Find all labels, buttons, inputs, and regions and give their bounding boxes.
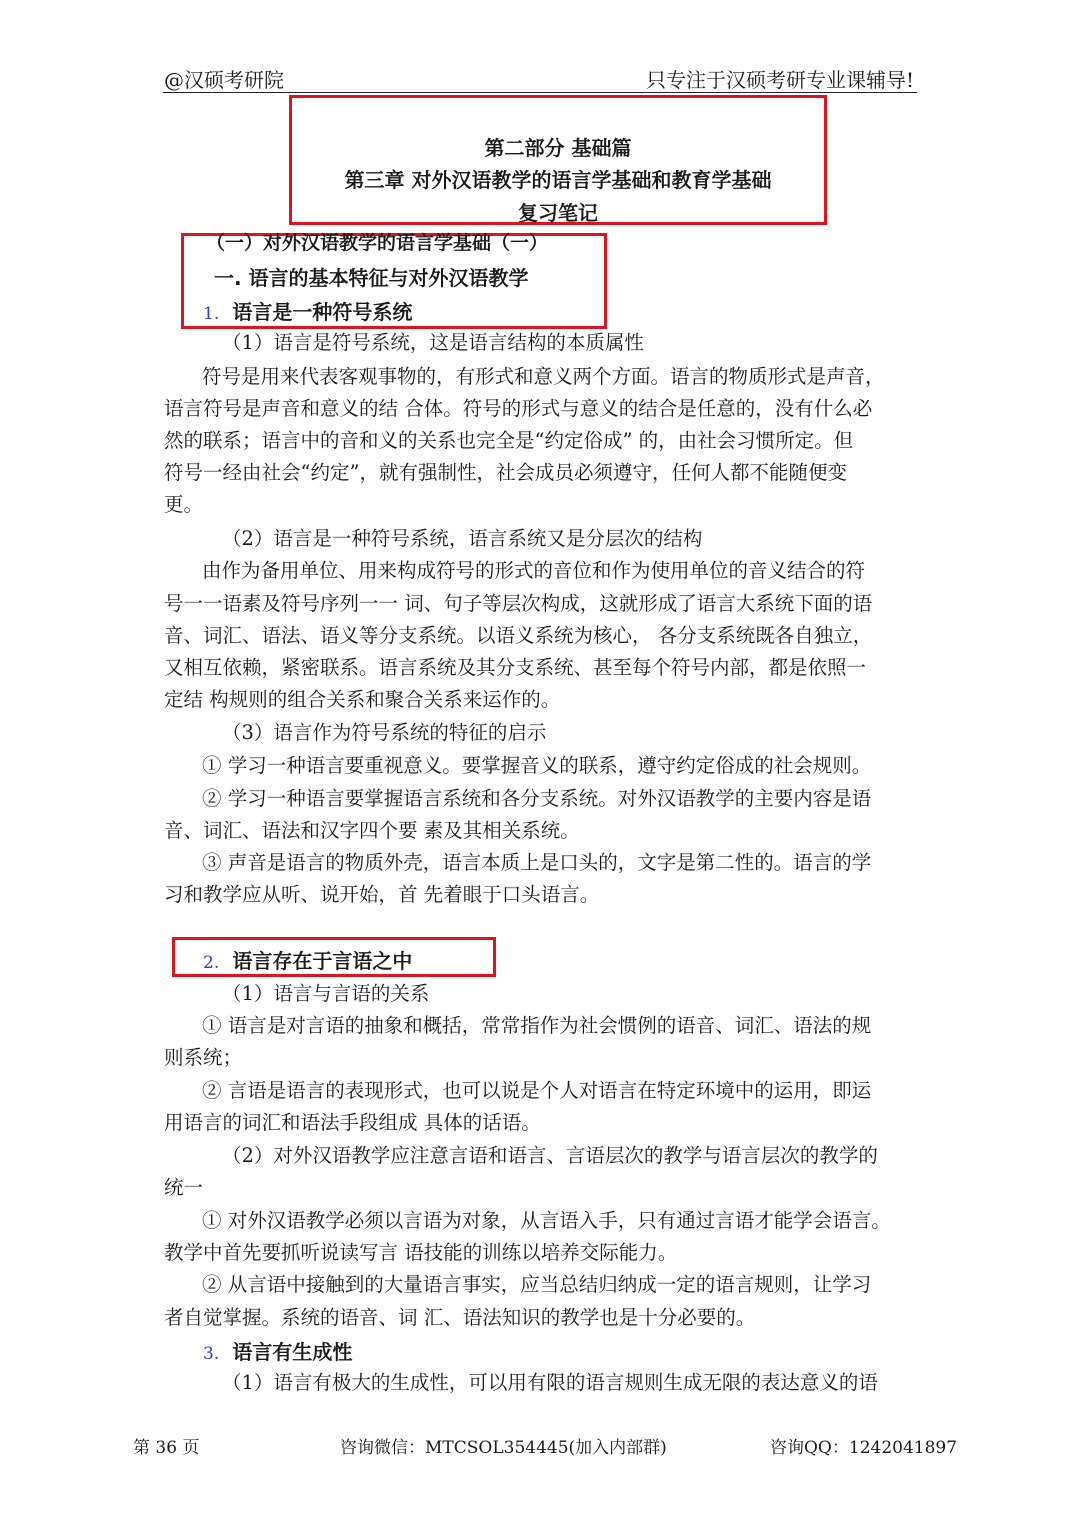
text-line: （3）语言作为符号系统的特征的启示 xyxy=(222,721,547,744)
text-line: （1）语言是符号系统，这是语言结构的本质属性 xyxy=(222,331,644,354)
text-line: 者自觉掌握。系统的语音、词 汇、语法知识的教学也是十分必要的。 xyxy=(164,1306,756,1329)
text-line: 音、词汇、语法、语义等分支系统。以语义系统为核心， 各分支系统既各自独立， xyxy=(164,624,873,647)
text-line: （1）语言与言语的关系 xyxy=(222,982,430,1005)
text-line: 语言符号是声音和意义的结 合体。符号的形式与意义的结合是任意的，没有什么必 xyxy=(164,397,873,420)
header-right: 只专注于汉硕考研专业课辅导! xyxy=(645,68,914,92)
text-line: 音、词汇、语法和汉字四个要 素及其相关系统。 xyxy=(164,819,580,842)
footer-page-number: 第 36 页 xyxy=(133,1438,200,1458)
text-line: 号一一语素及符号序列一一 词、句子等层次构成，这就形成了语言大系统下面的语 xyxy=(164,592,873,615)
header-left: @汉硕考研院 xyxy=(164,68,284,92)
text-line: （2）对外汉语教学应注意言语和语言、言语层次的教学与语言层次的教学的 xyxy=(222,1144,878,1167)
item-1-number: 1. xyxy=(203,304,220,324)
text-line: 定结 构规则的组合关系和聚合关系来运作的。 xyxy=(164,688,561,711)
text-line: ② 言语是语言的表现形式，也可以说是个人对语言在特定环境中的运用，即运 xyxy=(202,1079,872,1102)
text-line: ① 学习一种语言要重视意义。要掌握音义的联系，遵守约定俗成的社会规则。 xyxy=(202,754,872,777)
text-line: 符号是用来代表客观事物的，有形式和意义两个方面。语言的物质形式是声音， xyxy=(202,365,885,388)
text-line: ③ 声音是语言的物质外壳，语言本质上是口头的，文字是第二性的。语言的学 xyxy=(202,851,872,874)
item-2 xyxy=(203,945,412,974)
part-title: 第二部分 基础篇 xyxy=(484,136,632,160)
section-subtitle: （一）对外汉语教学的语言学基础（一） xyxy=(206,232,549,254)
text-line: ① 语言是对言语的抽象和概括，常常指作为社会惯例的语音、词汇、语法的规 xyxy=(202,1014,872,1037)
header-rule xyxy=(163,92,917,93)
text-line: 习和教学应从听、说开始，首 先着眼于口头语言。 xyxy=(164,883,600,906)
item-1 xyxy=(203,296,412,325)
footer-wechat: 咨询微信：MTCSOL354445(加入内部群) xyxy=(340,1438,667,1458)
text-line: ① 对外汉语教学必须以言语为对象，从言语入手，只有通过言语才能学会语言。 xyxy=(202,1209,891,1232)
item-1-title: 语言是一种符号系统 xyxy=(232,300,413,324)
text-line: 符号一经由社会“约定”，就有强制性，社会成员必须遵守，任何人都不能随便变 xyxy=(164,461,847,484)
text-line: 用语言的词汇和语法手段组成 具体的话语。 xyxy=(164,1111,541,1134)
text-line: 统一 xyxy=(164,1176,204,1199)
section-heading: 一. 语言的基本特征与对外汉语教学 xyxy=(214,266,529,290)
item-3-title: 语言有生成性 xyxy=(232,1340,353,1364)
item-3-number: 3. xyxy=(203,1344,220,1364)
text-line: 教学中首先要抓听说读写言 语技能的训练以培养交际能力。 xyxy=(164,1241,678,1264)
item-2-title: 语言存在于言语之中 xyxy=(232,949,413,973)
text-line: ② 从言语中接触到的大量语言事实，应当总结归纳成一定的语言规则，让学习 xyxy=(202,1273,872,1296)
chapter-title: 第三章 对外汉语教学的语言学基础和教育学基础 xyxy=(344,168,772,192)
item-3 xyxy=(203,1336,352,1365)
text-line: 则系统； xyxy=(164,1046,243,1069)
text-line: 然的联系；语言中的音和义的关系也完全是“约定俗成” 的，由社会习惯所定。但 xyxy=(164,429,854,452)
text-line: 又相互依赖，紧密联系。语言系统及其分支系统、甚至每个符号内部，都是依照一 xyxy=(164,656,867,679)
text-line: （1）语言有极大的生成性，可以用有限的语言规则生成无限的表达意义的语 xyxy=(222,1371,878,1394)
notes-title: 复习笔记 xyxy=(518,201,598,225)
text-line: 由作为备用单位、用来构成符号的形式的音位和作为使用单位的音义结合的符 xyxy=(202,559,866,582)
text-line: （2）语言是一种符号系统，语言系统又是分层次的结构 xyxy=(222,527,703,550)
text-line: 更。 xyxy=(164,493,204,516)
text-line: ② 学习一种语言要掌握语言系统和各分支系统。对外汉语教学的主要内容是语 xyxy=(202,787,872,810)
item-2-number: 2. xyxy=(203,953,220,973)
footer-qq: 咨询QQ：1242041897 xyxy=(770,1438,958,1458)
